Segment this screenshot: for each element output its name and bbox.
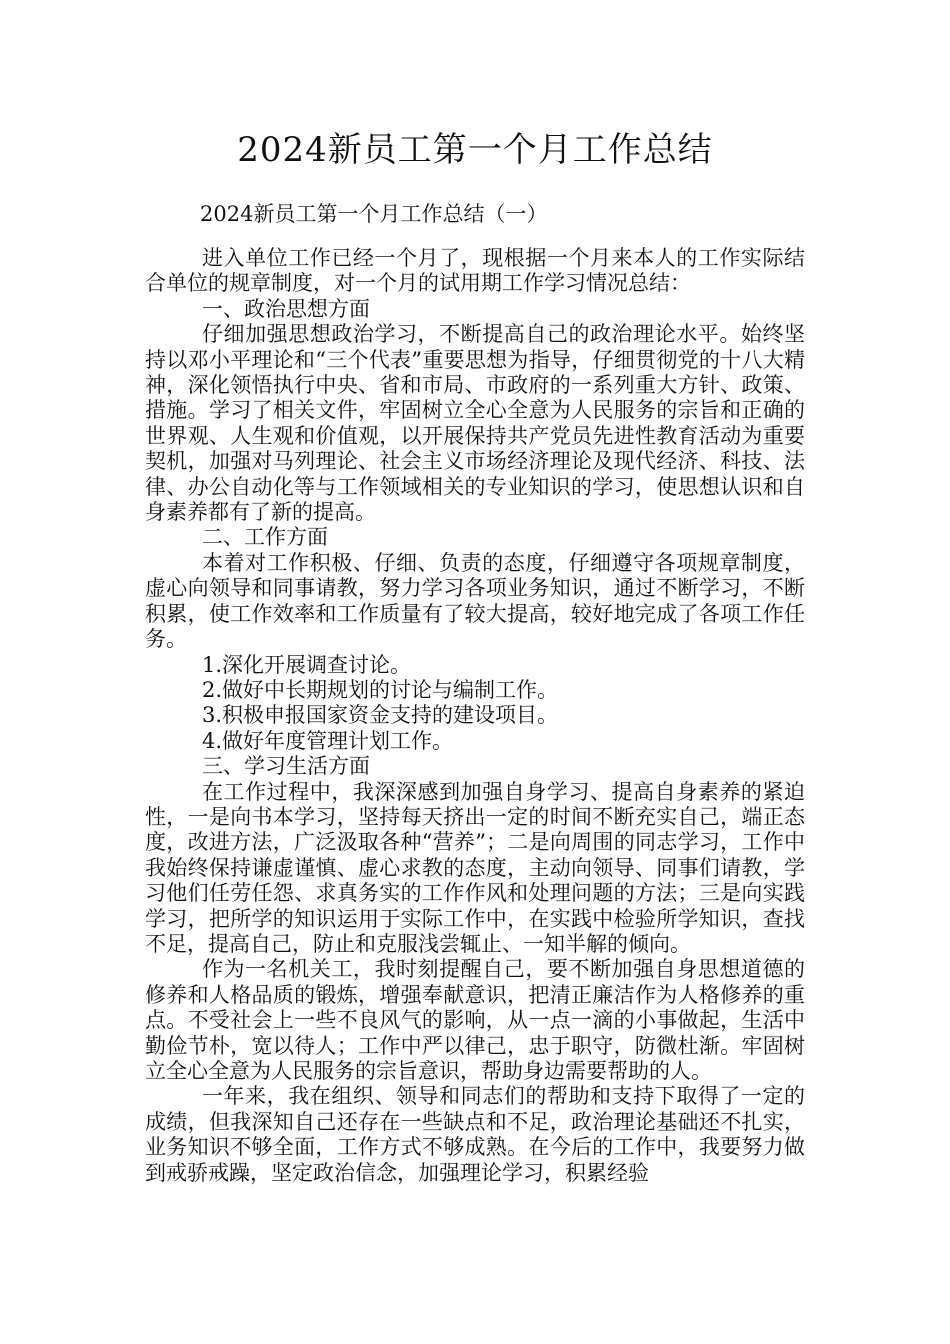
section-heading-work: 二、工作方面 (202, 525, 328, 550)
paragraph-politics: 仔细加强思想政治学习，不断提高自己的政治理论水平。始终坚持以邓小平理论和“三个代表”重要思想为指导，仔细贯彻党的十八大精神，深化领悟执行中央、省和市局、市政府的一系列重大方针、政策、措施。学习了相关文件，牢固树立全心全意为人民服务的宗旨和正确的世界观、人生观和价值观，以开展保持共产党员先进性教育活动为重要契机，加强对马列理论、社会主义市场经济理论及现代经济、科技、法律、办公自动化等与工作领域相关的专业知识的学习，使思想认识和自身素养都有了新的提高。 (145, 322, 805, 525)
paragraph-intro: 进入单位工作已经一个月了，现根据一个月来本人的工作实际结合单位的规章制度，对一个月的试用期工作学习情况总结： (145, 246, 805, 296)
list-item: 2.做好中长期规划的讨论与编制工作。 (202, 677, 559, 702)
paragraph-work: 本着对工作积极、仔细、负责的态度，仔细遵守各项规章制度，虚心向领导和同事请教，努力学习各项业务知识，通过不断学习，不断积累，使工作效率和工作质量有了较大提高，较好地完成了各项工作任务。 (145, 550, 805, 652)
list-item: 4.做好年度管理计划工作。 (202, 728, 454, 753)
list-item: 1.深化开展调查讨论。 (202, 652, 412, 677)
section-heading-study: 三、学习生活方面 (202, 754, 370, 779)
paragraph-conclusion: 一年来，我在组织、领导和同志们的帮助和支持下取得了一定的成绩，但我深知自己还存在一些缺点和不足，政治理论基础还不扎实，业务知识不够全面，工作方式不够成熟。在今后的工作中，我要努力做到戒骄戒躁，坚定政治信念，加强理论学习，积累经验 (145, 1084, 805, 1185)
list-item: 3.积极申报国家资金支持的建设项目。 (202, 703, 559, 728)
document-body (145, 246, 805, 1186)
paragraph-study: 在工作过程中，我深深感到加强自身学习、提高自身素养的紧迫性，一是向书本学习，坚持每天挤出一定的时间不断充实自己，端正态度，改进方法，广泛汲取各种“营养”；二是向周围的同志学习，工作中我始终保持谦虚谨慎、虚心求教的态度，主动向领导、同事们请教，学习他们任劳任怨、求真务实的工作作风和处理问题的方法；三是向实践学习，把所学的知识运用于实际工作中，在实践中检验所学知识，查找不足，提高自己，防止和克服浅尝辄止、一知半解的倾向。 (145, 779, 805, 956)
document-subtitle: 2024新员工第一个月工作总结（一） (200, 202, 548, 226)
paragraph-conduct: 作为一名机关工，我时刻提醒自己，要不断加强自身思想道德的修养和人格品质的锻炼，增强奉献意识，把清正廉洁作为人格修养的重点。不受社会上一些不良风气的影响，从一点一滴的小事做起，生活中勤俭节朴，宽以待人；工作中严以律己，忠于职守，防微杜渐。牢固树立全心全意为人民服务的宗旨意识，帮助身边需要帮助的人。 (145, 957, 805, 1083)
document-title: 2024新员工第一个月工作总结 (237, 130, 713, 170)
section-heading-politics: 一、政治思想方面 (202, 296, 370, 321)
